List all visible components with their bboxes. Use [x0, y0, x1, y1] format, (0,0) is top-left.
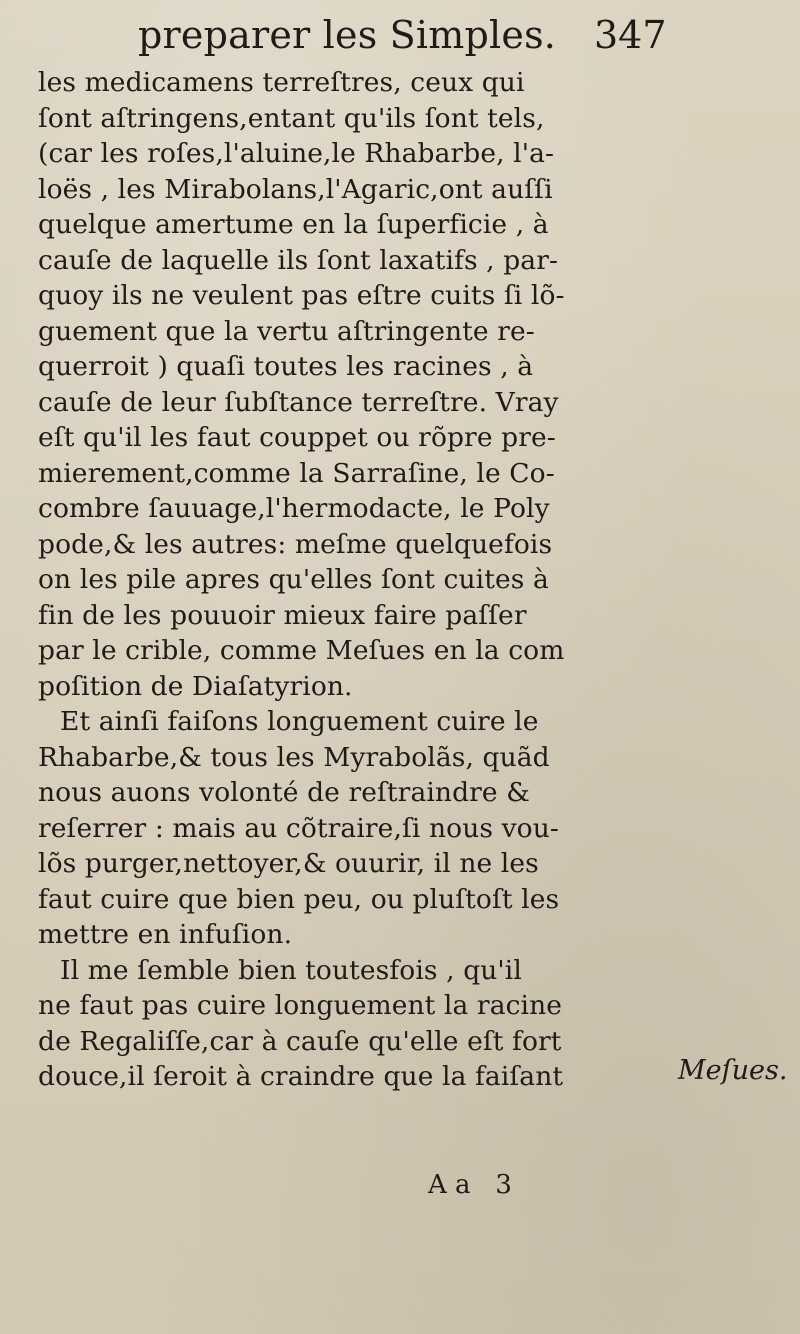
text-line: Rhabarbe,& tous les Myrabolãs, quãd [38, 741, 550, 773]
text-line: combre ſauuage,l'hermodacte, le Poly [38, 493, 550, 524]
text-line: ne faut pas cuire longuement la racine [38, 990, 563, 1021]
text-line: querroit ) quaſi toutes les racines , à [38, 351, 534, 382]
text-line: reſerrer : mais au cõtraire,ſi nous vou- [38, 812, 559, 844]
text-line: fin de les pouuoir mieux faire paſſer [38, 599, 527, 631]
text-line: Il me ſemble bien toutesfois , qu'il [60, 954, 522, 986]
text-line: cauſe de laquelle ils ſont laxatifs , par- [38, 244, 559, 276]
text-line: Et ainſi faiſons longuement cuire le [60, 706, 539, 737]
text-line: poſition de Diaſatyrion. [38, 670, 353, 702]
text-line: on les pile apres qu'elles ſont cuites à [38, 564, 549, 595]
signature-mark: A a 3 [428, 1170, 512, 1200]
text-line: cauſe de leur ſubſtance terreſtre. Vray [38, 386, 559, 418]
text-line: douce,il ſeroit à craindre que la faiſant [38, 1061, 564, 1092]
text-line: pode,& les autres: meſme quelquefois [38, 528, 553, 560]
page-number: 347 [594, 13, 667, 57]
text-line: nous auons volonté de reſtraindre & [38, 777, 530, 808]
text-line: mettre en infuſion. [38, 919, 293, 950]
text-line: de Regaliſſe,car à cauſe qu'elle eſt fort [38, 1025, 562, 1057]
marginal-note: Meſues. [678, 1055, 788, 1086]
text-line: mierement,comme la Sarraſine, le Co- [38, 457, 555, 489]
text-block [38, 65, 638, 1095]
text-line: guement que la vertu aſtringente re- [38, 315, 535, 347]
text-line: quoy ils ne veulent pas eſtre cuits ſi lõ- [38, 280, 565, 311]
text-line: ſont aſtringens,entant qu'ils ſont tels, [38, 102, 545, 134]
text-line: (car les roſes,l'aluine,le Rhabarbe, l'a- [38, 138, 555, 169]
text-line: les medicamens terreſtres, ceux qui [38, 67, 525, 98]
text-line: par le crible, comme Meſues en la com [38, 635, 565, 666]
running-head: preparer les Simples. [138, 13, 557, 57]
text-line: quelque amertume en la ſuperficie , à [38, 209, 549, 240]
text-line: eſt qu'il les faut couppet ou rõpre pre- [38, 422, 556, 453]
text-line: faut cuire que bien peu, ou pluſtoſt les [38, 883, 560, 915]
text-line: loës , les Mirabolans,l'Agaric,ont auſſi [38, 173, 553, 205]
text-line: lõs purger,nettoyer,& ouurir, il ne les [38, 848, 539, 879]
